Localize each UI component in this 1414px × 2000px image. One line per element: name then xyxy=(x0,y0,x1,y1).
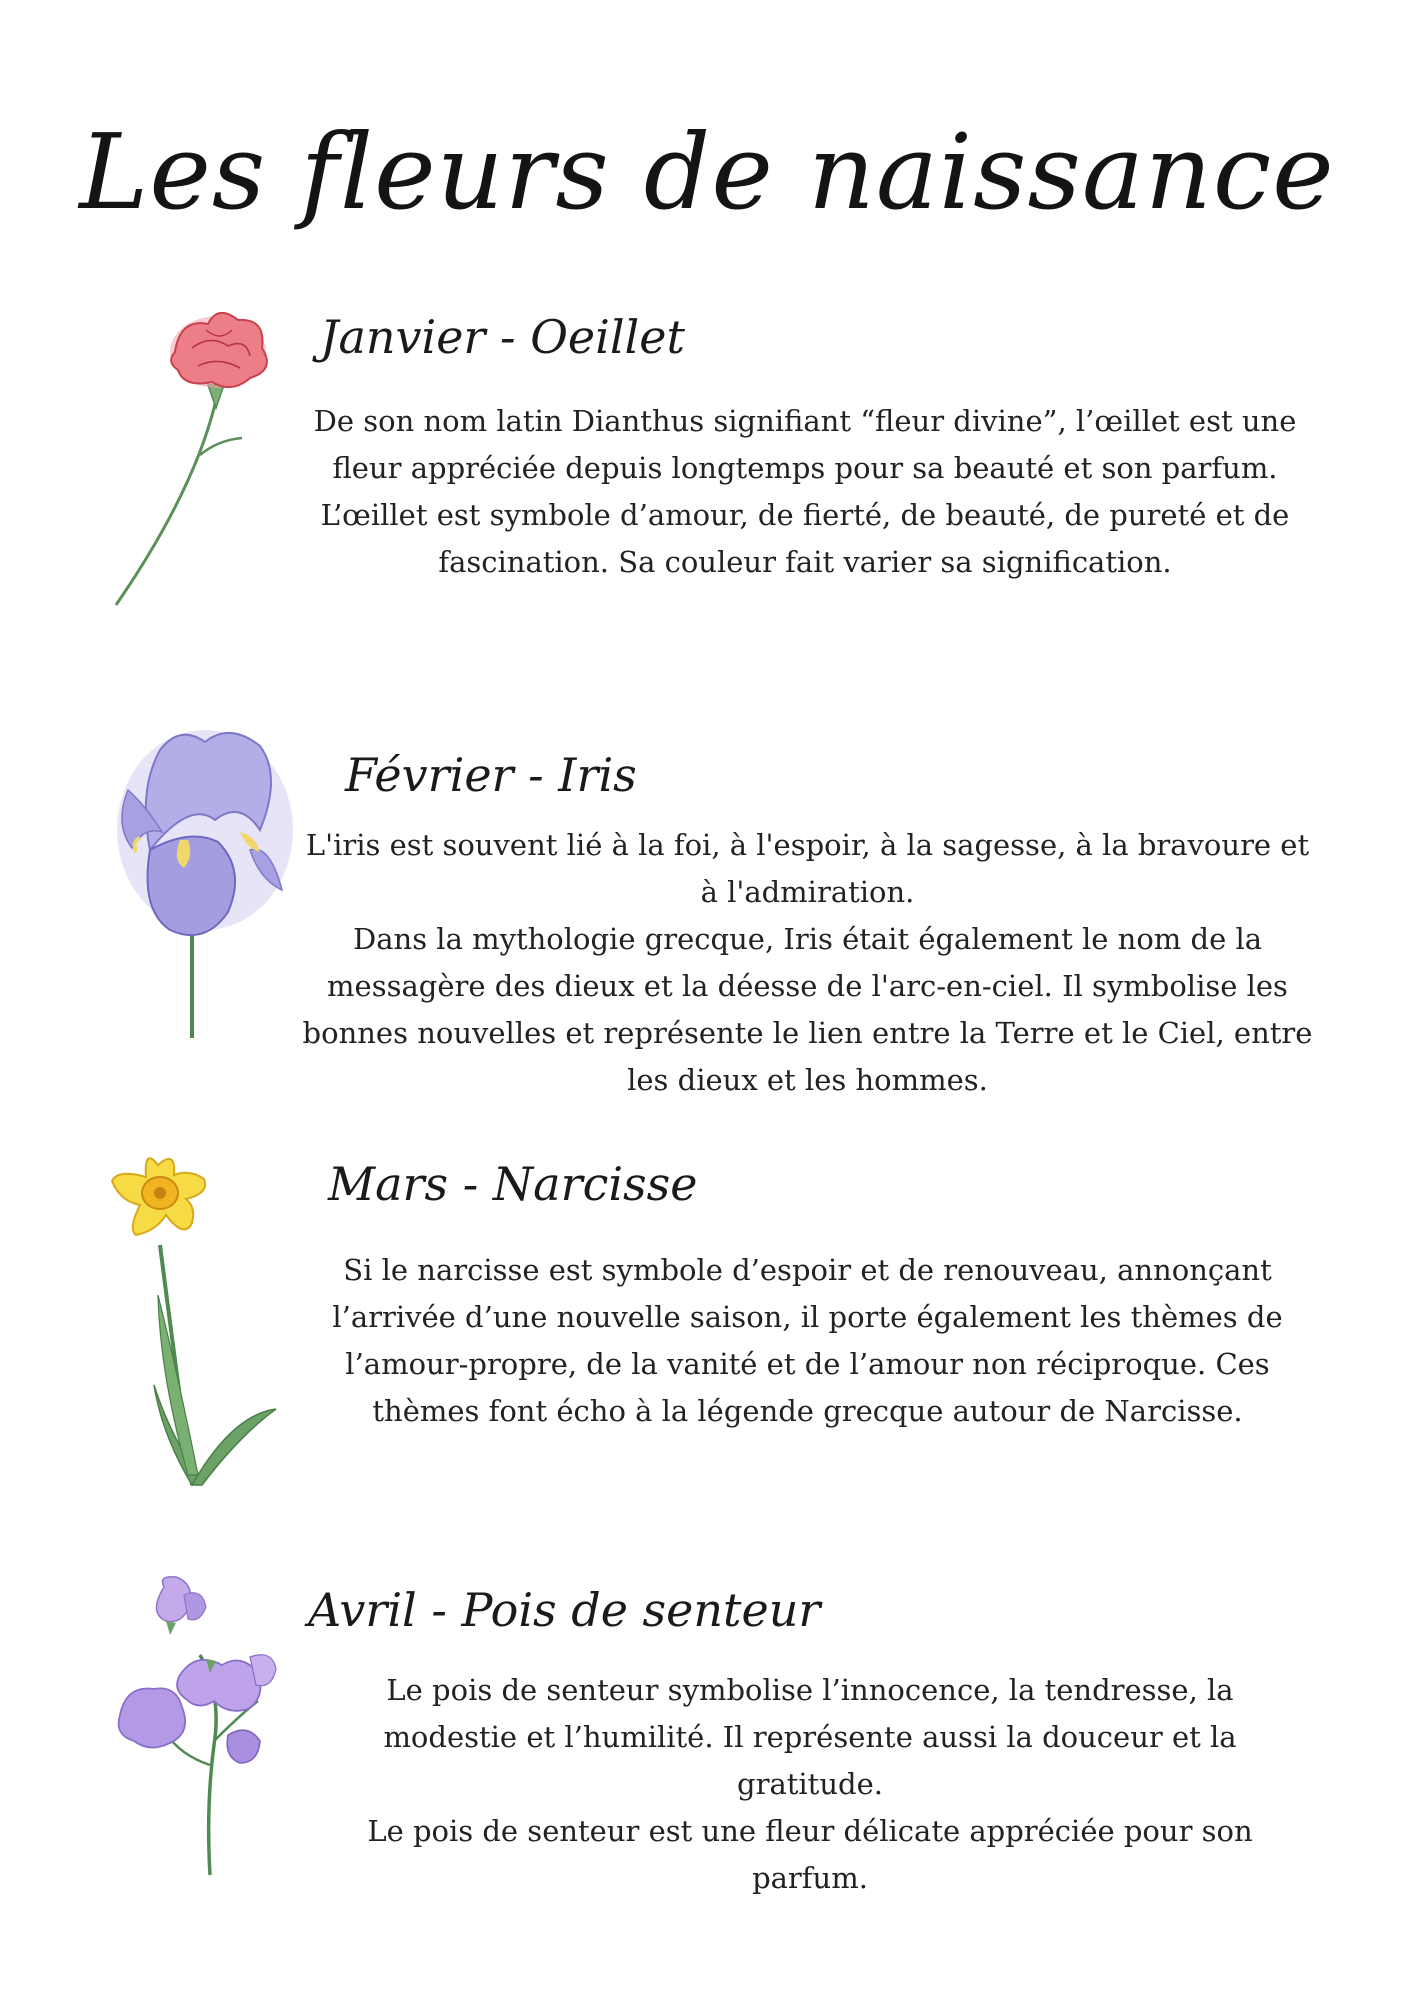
sweet-pea-icon xyxy=(110,1565,310,1885)
description-paragraph: De son nom latin Dianthus signifiant “fleur divine”, l’œillet est une fleur appréciée depuis longtemps pour sa beauté et son parfum. xyxy=(313,404,1297,485)
month-description xyxy=(300,1247,1315,1435)
month-section-february xyxy=(0,720,1414,1120)
month-description xyxy=(305,398,1305,586)
page-title: Les fleurs de naissance xyxy=(79,110,1335,233)
month-description xyxy=(330,1667,1290,1902)
month-section-march xyxy=(0,1135,1414,1535)
month-heading: Février - Iris xyxy=(345,748,637,802)
month-description xyxy=(300,822,1315,1104)
description-paragraph: Si le narcisse est symbole d’espoir et de renouveau, annonçant l’arrivée d’une nouvelle saison, il porte également les thèmes de l’amour-propre, de la vanité et de l’amour non réciproque. Ces thèmes font écho à la légende grecque autour de Narcisse. xyxy=(332,1253,1283,1428)
description-paragraph: Le pois de senteur symbolise l’innocence, la tendresse, la modestie et l’humilité. Il représente aussi la douceur et la gratitude. xyxy=(383,1673,1237,1801)
month-heading: Mars - Narcisse xyxy=(328,1157,698,1211)
description-paragraph: Dans la mythologie grecque, Iris était également le nom de la messagère des dieux et la déesse de l'arc-en-ciel. Il symbolise les bonnes nouvelles et représente le lien entre la Terre et le Ciel, entre les dieux et les hommes. xyxy=(302,922,1313,1097)
description-paragraph: L'iris est souvent lié à la foi, à l'espoir, à la sagesse, à la bravoure et à l'admiration. xyxy=(305,828,1310,909)
daffodil-icon xyxy=(100,1135,290,1495)
month-section-january xyxy=(0,290,1414,650)
description-paragraph: L’œillet est symbole d’amour, de fierté, de beauté, de pureté et de fascination. Sa couleur fait varier sa signification. xyxy=(320,498,1290,579)
description-paragraph: Le pois de senteur est une fleur délicate appréciée pour son parfum. xyxy=(367,1814,1253,1895)
month-section-april xyxy=(0,1565,1414,1965)
month-heading: Avril - Pois de senteur xyxy=(308,1583,821,1637)
carnation-icon xyxy=(100,290,280,620)
month-heading: Janvier - Oeillet xyxy=(320,310,685,364)
iris-icon xyxy=(110,720,300,1040)
